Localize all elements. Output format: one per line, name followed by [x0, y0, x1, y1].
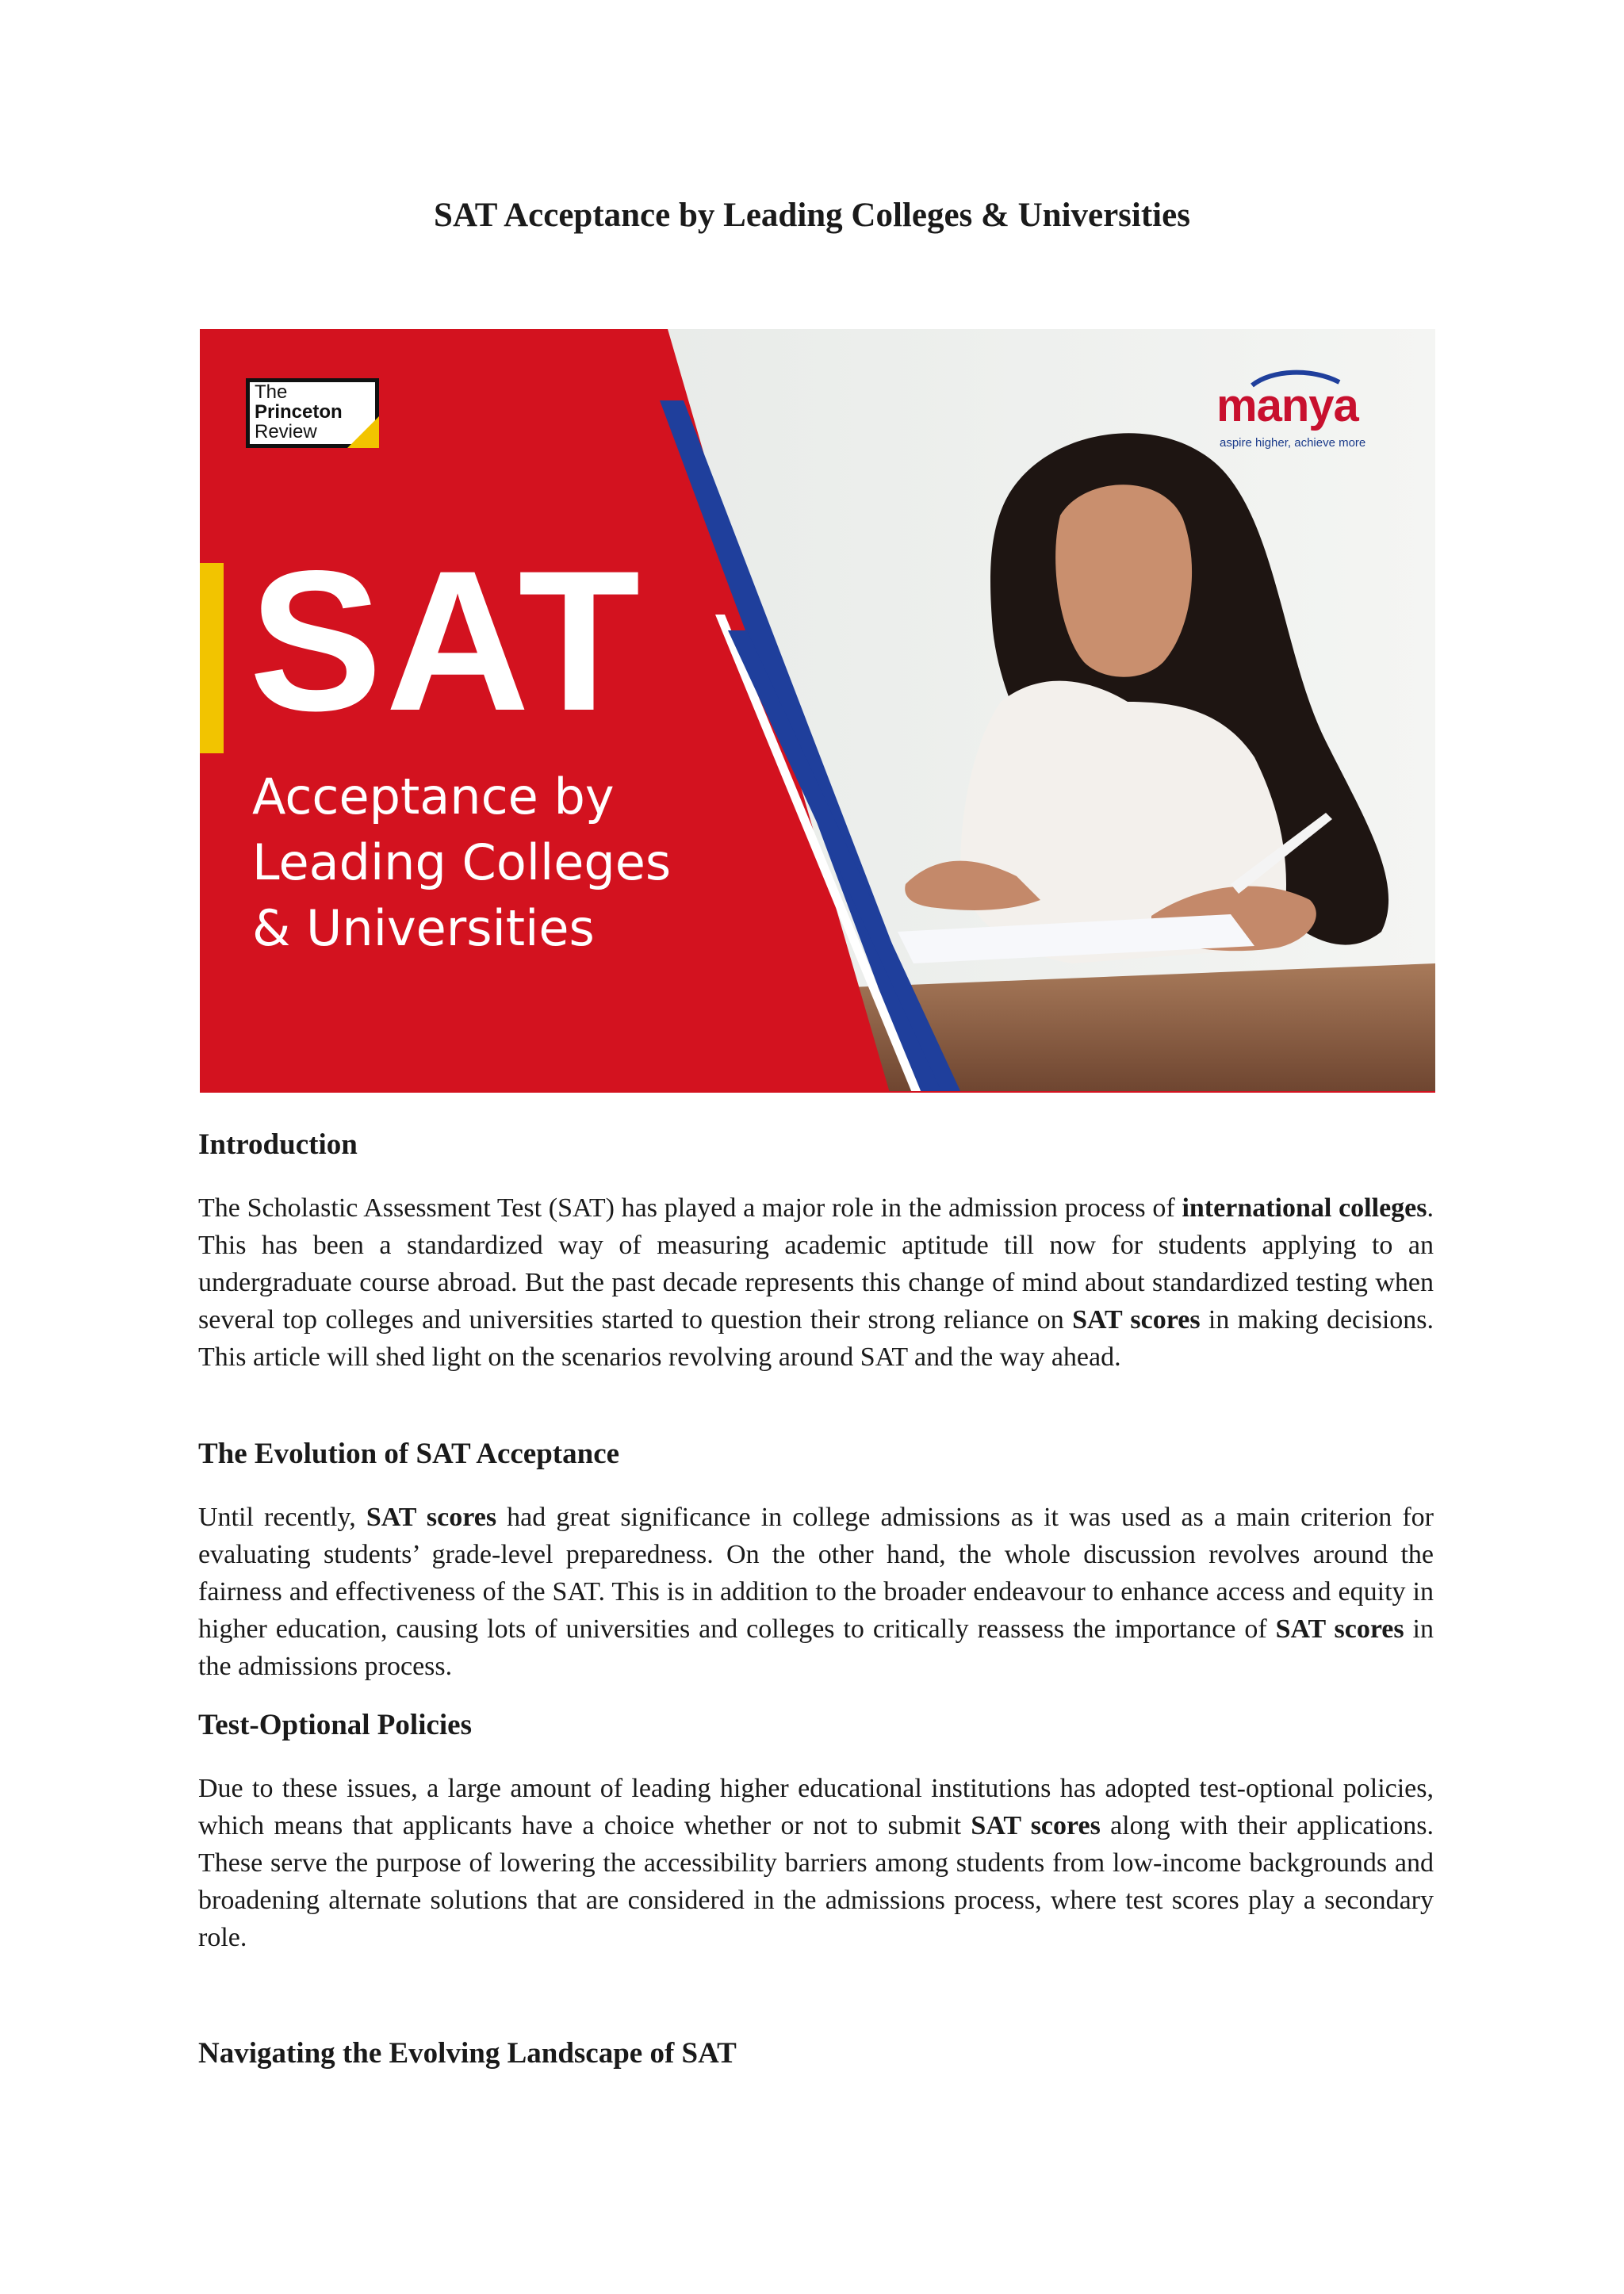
paragraph-text: The Scholastic Assessment Test (SAT) has played a major role in the admission process of [198, 1193, 1182, 1223]
princeton-logo-line: Princeton [255, 401, 343, 423]
paragraph-text: along with their applications. These serve the purpose of lowering the accessibility barriers among students from low-income backgrounds and broadening alternate solutions that are considered in the admissions process, where test scores play a secondary role. [198, 1811, 1434, 1952]
bold-term: SAT scores [971, 1811, 1101, 1840]
section-heading: Navigating the Evolving Landscape of SAT [198, 2037, 737, 2070]
princeton-logo-corner [347, 416, 379, 448]
bold-term: international colleges [1182, 1193, 1427, 1223]
bold-term: SAT scores [366, 1503, 497, 1532]
manya-wordmark: manya [1216, 380, 1358, 431]
banner-headline: SAT [249, 530, 644, 753]
section-heading: Introduction [198, 1128, 358, 1161]
paragraph-text: . This has been a standardized way of measuring academic aptitude till now for students applying to an undergraduate course abroad. But the past decade represents this change of mind about standardized testing when several top colleges and universities started to question their strong reliance on [198, 1193, 1434, 1335]
section-heading: Test-Optional Policies [198, 1709, 472, 1741]
princeton-logo-line: The [255, 381, 288, 403]
manya-tagline: aspire higher, achieve more [1220, 436, 1366, 450]
banner-subtitle [252, 764, 671, 961]
paragraph-text: in the admissions process. [198, 1614, 1434, 1681]
banner-subtitle-line: Leading Colleges [252, 833, 672, 891]
yellow-accent-bar [200, 563, 224, 753]
banner-image [200, 329, 1435, 1093]
paragraph-text: Due to these issues, a large amount of leading higher educational institutions has adopted test-optional policies, which means that applicants have a choice whether or not to submit [198, 1774, 1434, 1840]
banner-subtitle-line: & Universities [252, 899, 595, 957]
document-title: SAT Acceptance by Leading Colleges & Universities [434, 197, 1190, 234]
bold-term: SAT scores [1072, 1305, 1201, 1335]
paragraph-text: had great significance in college admissions as it was used as a main criterion for evaluating students’ grade-level preparedness. On the other hand, the whole discussion revolves around the fairness and effectiveness of the SAT. This is in addition to the broader endeavour to enhance access and equity in higher education, causing lots of universities and colleges to critically reassess the importance of [198, 1503, 1434, 1644]
manya-logo [1216, 365, 1383, 452]
banner-subtitle-line: Acceptance by [252, 768, 615, 825]
section-heading: The Evolution of SAT Acceptance [198, 1438, 620, 1470]
section-paragraph [198, 1770, 1434, 1956]
section-paragraph [198, 1189, 1434, 1376]
paragraph-text: Until recently, [198, 1503, 366, 1532]
princeton-review-logo [246, 378, 379, 448]
paragraph-text: in making decisions. This article will shed light on the scenarios revolving around SAT and the way ahead. [198, 1305, 1434, 1372]
bold-term: SAT scores [1275, 1614, 1404, 1644]
section-paragraph [198, 1499, 1434, 1685]
princeton-logo-line: Review [255, 421, 317, 442]
